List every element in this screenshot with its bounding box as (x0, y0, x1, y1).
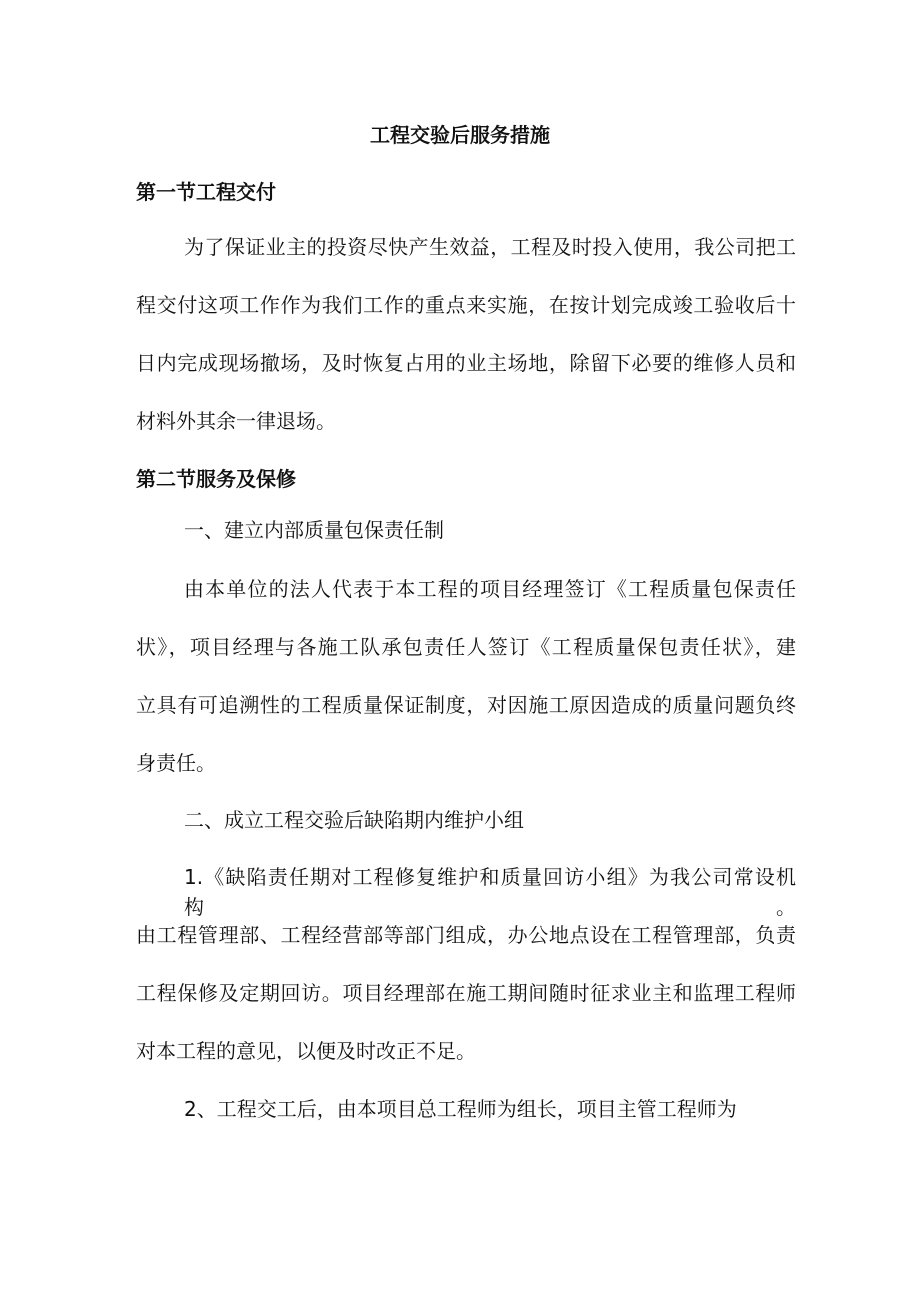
section-heading-1: 第一节工程交付 (136, 180, 276, 204)
paragraph-line: 2、工程交工后，由本项目总工程师为组长，项目主管工程师为 (184, 1097, 737, 1121)
paragraph-line: 由工程管理部、工程经营部等部门组成，办公地点设在工程管理部，负责 (136, 923, 796, 947)
paragraph-line: 状》，项目经理与各施工队承包责任人签订《工程质量保包责任状》，建 (136, 635, 796, 659)
paragraph-line: 对本工程的意见，以便及时改正不足。 (136, 1039, 476, 1063)
list-item: 一、建立内部质量包保责任制 (184, 518, 444, 542)
paragraph-line: 1.《缺陷责任期对工程修复维护和质量回访小组》为我公司常设机构。 (184, 865, 796, 919)
paragraph-line: 材料外其余一律退场。 (136, 409, 336, 433)
paragraph-line: 为了保证业主的投资尽快产生效益，工程及时投入使用，我公司把工 (184, 235, 796, 259)
document-title: 工程交验后服务措施 (370, 123, 550, 147)
section-heading-2: 第二节服务及保修 (136, 467, 296, 491)
paragraph-line: 由本单位的法人代表于本工程的项目经理签订《工程质量包保责任 (184, 577, 796, 601)
list-item: 二、成立工程交验后缺陷期内维护小组 (184, 808, 524, 832)
paragraph-line: 程交付这项工作作为我们工作的重点来实施，在按计划完成竣工验收后十 (136, 293, 796, 317)
paragraph-line: 身责任。 (136, 751, 216, 775)
paragraph-line: 立具有可追溯性的工程质量保证制度，对因施工原因造成的质量问题负终 (136, 693, 796, 717)
paragraph-line: 工程保修及定期回访。项目经理部在施工期间随时征求业主和监理工程师 (136, 981, 796, 1005)
paragraph-line: 日内完成现场撤场，及时恢复占用的业主场地，除留下必要的维修人员和 (136, 351, 796, 375)
